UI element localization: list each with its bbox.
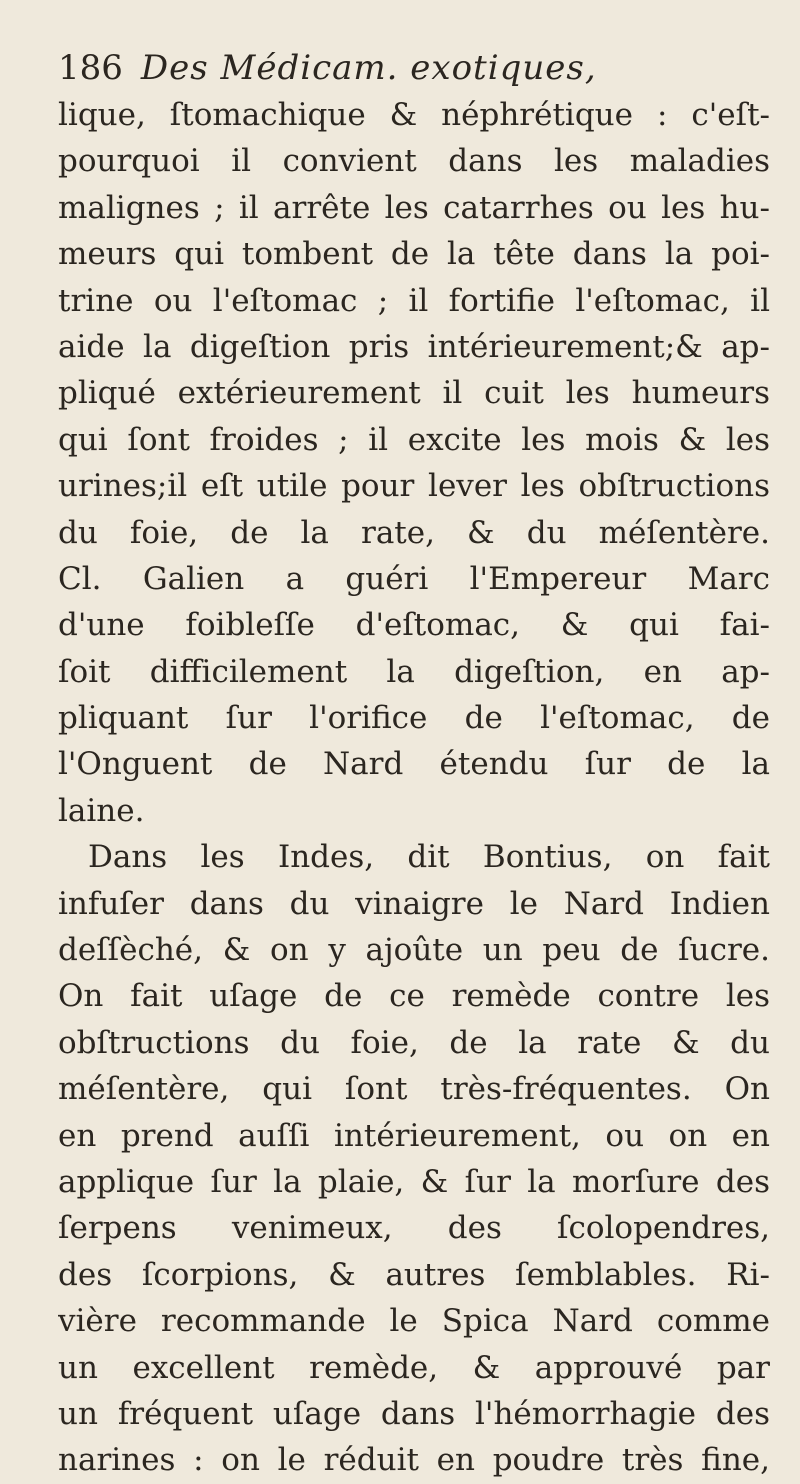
text-line: du foie, de la rate, & du méſentère. xyxy=(58,514,770,551)
text-line: Dans les Indes, dit Bontius, on fait xyxy=(88,839,770,876)
running-title: Des Médicam. exotiques, xyxy=(140,48,597,88)
text-line: laine. xyxy=(58,792,145,829)
text-line: On fait uſage de ce remède contre les xyxy=(58,978,770,1015)
text-line: d'une foibleſſe d'eſtomac, & qui fai- xyxy=(58,607,770,644)
text-line: infuſer dans du vinaigre le Nard Indien xyxy=(58,885,770,922)
text-line: en prend auſſi intérieurement, ou on en xyxy=(58,1117,770,1154)
text-line: pliqué extérieurement il cuit les humeurs xyxy=(58,375,770,412)
text-line: obſtructions du foie, de la rate & du xyxy=(58,1024,770,1061)
text-line: ſoit difficilement la digeſtion, en ap- xyxy=(58,653,770,690)
text-line: narines : on le réduit en poudre très fine, xyxy=(58,1442,770,1479)
text-line: pliquant ſur l'orifice de l'eſtomac, de xyxy=(58,700,770,737)
text-line: lique, ſtomachique & néphrétique : c'eſt- xyxy=(58,97,770,133)
text-line: vière recommande le Spica Nard comme xyxy=(58,1303,770,1340)
text-line: deſſèché, & on y ajoûte un peu de ſucre. xyxy=(58,932,770,969)
text-line: Cl. Galien a guéri l'Empereur Marc xyxy=(58,560,770,597)
text-line: l'Onguent de Nard étendu ſur de la xyxy=(58,746,770,783)
page-number: 186 xyxy=(58,48,123,88)
text-line: un fréquent uſage dans l'hémorrhagie des xyxy=(58,1395,770,1432)
page-header xyxy=(58,44,778,92)
text-line: urines;il eſt utile pour lever les obſtructions xyxy=(58,468,770,505)
body-text xyxy=(58,92,770,1484)
text-line: pourquoi il convient dans les maladies xyxy=(58,143,770,180)
text-line: méſentère, qui ſont très-fréquentes. On xyxy=(58,1071,770,1108)
text-line: aide la digeſtion pris intérieurement;& ap- xyxy=(58,328,770,365)
text-line: malignes ; il arrête les catarrhes ou les hu- xyxy=(58,189,770,226)
text-line: trine ou l'eſtomac ; il fortifie l'eſtomac, il xyxy=(58,282,770,319)
text-line: des ſcorpions, & autres ſemblables. Ri- xyxy=(58,1256,770,1293)
text-line: applique ſur la plaie, & ſur la morſure des xyxy=(58,1163,770,1200)
text-line: un excellent remède, & approuvé par xyxy=(58,1349,770,1386)
text-line: meurs qui tombent de la tête dans la poi- xyxy=(58,236,770,273)
text-line: qui ſont froides ; il excite les mois & les xyxy=(58,421,770,458)
text-line: ſerpens venimeux, des ſcolopendres, xyxy=(58,1210,770,1247)
